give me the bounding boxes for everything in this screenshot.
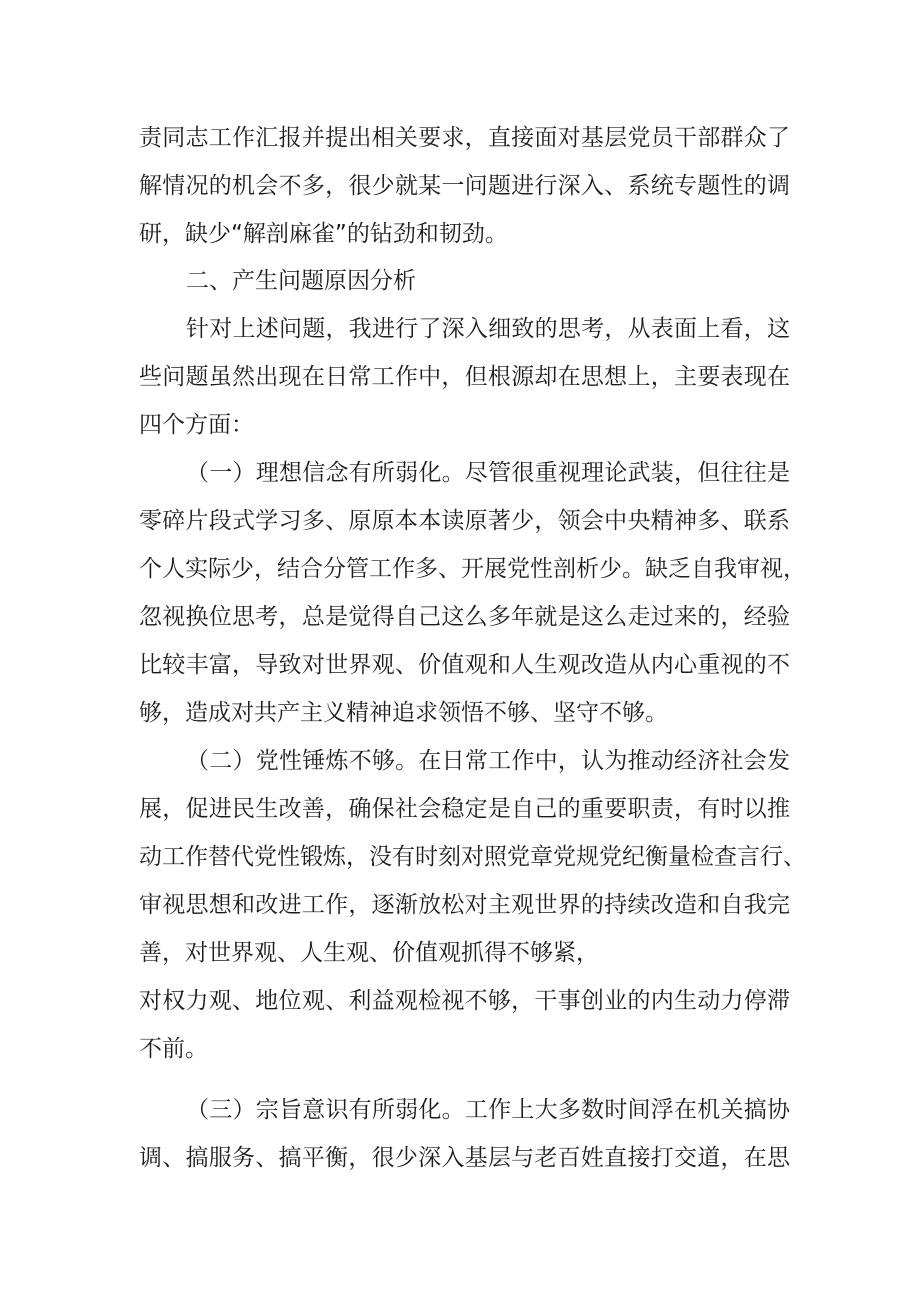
body-line: 些问题虽然出现在日常工作中，但根源却在思想上，主要表现在 [139,364,790,390]
body-line: 调、搞服务、搞平衡，很少深入基层与老百姓直接打交道，在思 [139,1145,790,1171]
body-line: 善，对世界观、人生观、价值观抓得不够紧， [139,940,599,966]
body-line: 解情况的机会不多，很少就某一问题进行深入、系统专题性的调 [139,173,790,199]
body-line: 研，缺少“解剖麻雀”的钻劲和韧劲。 [139,221,508,247]
body-line: 动工作替代党性锻炼，没有时刻对照党章党规党纪衡量检查言行、 [139,844,806,870]
body-line: 个人实际少，结合分管工作多、开展党性剖析少。缺乏自我审视， [139,556,806,582]
body-line: 比较丰富，导致对世界观、价值观和人生观改造从内心重视的不 [139,652,790,678]
body-line: 审视思想和改进工作，逐渐放松对主观世界的持续改造和自我完 [139,892,790,918]
body-line: 对权力观、地位观、利益观检视不够，干事创业的内生动力停滞 [139,988,790,1014]
body-line: 展，促进民生改善，确保社会稳定是自己的重要职责，有时以推 [139,796,790,822]
body-line: （一）理想信念有所弱化。尽管很重视理论武装，但往往是 [186,460,790,486]
body-line: 责同志工作汇报并提出相关要求，直接面对基层党员干部群众了 [139,125,790,151]
body-line: 四个方面： [139,412,254,438]
body-line: 忽视换位思考，总是觉得自己这么多年就是这么走过来的，经验 [139,604,790,630]
body-line: 针对上述问题，我进行了深入细致的思考，从表面上看，这 [186,316,790,342]
body-line: （三）宗旨意识有所弱化。工作上大多数时间浮在机关搞协 [186,1097,790,1123]
body-line: 不前。 [139,1036,208,1062]
body-line: （二）党性锤炼不够。在日常工作中，认为推动经济社会发 [186,748,790,774]
section-heading: 二、产生问题原因分析 [186,268,416,294]
body-line: 零碎片段式学习多、原原本本读原著少，领会中央精神多、联系 [139,508,790,534]
body-line: 够，造成对共产主义精神追求领悟不够、坚守不够。 [139,700,668,726]
